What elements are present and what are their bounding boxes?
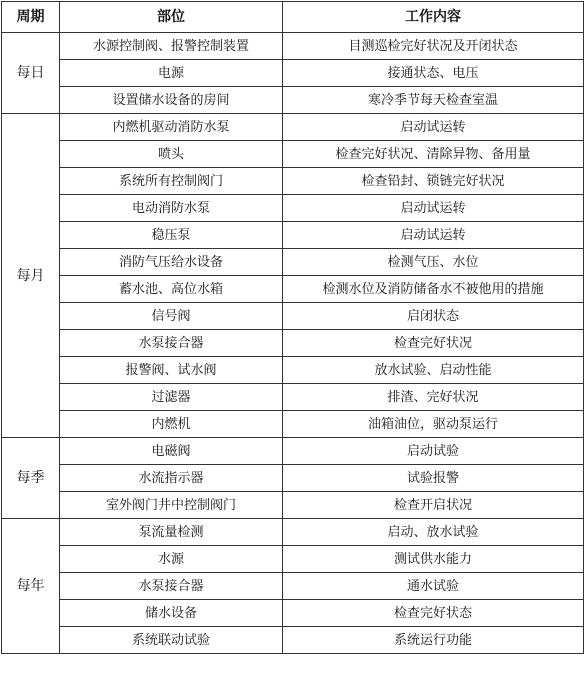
content-cell: 检测水位及消防储备水不被他用的措施 <box>283 276 584 303</box>
header-row <box>2 2 584 33</box>
table-row <box>2 303 584 330</box>
part-cell: 泵流量检测 <box>60 519 283 546</box>
table-row <box>2 411 584 438</box>
table-row <box>2 87 584 114</box>
table-row <box>2 573 584 600</box>
content-cell: 检查完好状况、清除异物、备用量 <box>283 141 584 168</box>
header-part: 部位 <box>60 2 283 33</box>
part-cell: 电磁阀 <box>60 438 283 465</box>
part-cell: 设置储水设备的房间 <box>60 87 283 114</box>
part-cell: 电源 <box>60 60 283 87</box>
content-cell: 系统运行功能 <box>283 627 584 654</box>
table-row <box>2 600 584 627</box>
table-row <box>2 249 584 276</box>
part-cell: 电动消防水泵 <box>60 195 283 222</box>
content-cell: 启动试运转 <box>283 222 584 249</box>
table-row <box>2 330 584 357</box>
part-cell: 消防气压给水设备 <box>60 249 283 276</box>
table-row <box>2 33 584 60</box>
content-cell: 通水试验 <box>283 573 584 600</box>
content-cell: 检查开启状况 <box>283 492 584 519</box>
content-cell: 检查完好状况 <box>283 330 584 357</box>
header-period: 周期 <box>2 2 60 33</box>
table-row <box>2 546 584 573</box>
part-cell: 室外阀门井中控制阀门 <box>60 492 283 519</box>
table-row <box>2 627 584 654</box>
part-cell: 水流指示器 <box>60 465 283 492</box>
part-cell: 系统所有控制阀门 <box>60 168 283 195</box>
table-row <box>2 60 584 87</box>
part-cell: 水泵接合器 <box>60 573 283 600</box>
table-row <box>2 357 584 384</box>
content-cell: 接通状态、电压 <box>283 60 584 87</box>
part-cell: 内燃机驱动消防水泵 <box>60 114 283 141</box>
table-row <box>2 519 584 546</box>
content-cell: 启动试运转 <box>283 114 584 141</box>
part-cell: 过滤器 <box>60 384 283 411</box>
table-row <box>2 465 584 492</box>
part-cell: 信号阀 <box>60 303 283 330</box>
table-row <box>2 276 584 303</box>
period-cell: 每日 <box>2 33 60 114</box>
part-cell: 水源控制阀、报警控制装置 <box>60 33 283 60</box>
content-cell: 测试供水能力 <box>283 546 584 573</box>
table-row <box>2 492 584 519</box>
table-row <box>2 141 584 168</box>
content-cell: 试验报警 <box>283 465 584 492</box>
part-cell: 储水设备 <box>60 600 283 627</box>
part-cell: 稳压泵 <box>60 222 283 249</box>
period-cell: 每月 <box>2 114 60 438</box>
content-cell: 启动、放水试验 <box>283 519 584 546</box>
content-cell: 启闭状态 <box>283 303 584 330</box>
part-cell: 水源 <box>60 546 283 573</box>
content-cell: 放水试验、启动性能 <box>283 357 584 384</box>
table-row <box>2 384 584 411</box>
header-content: 工作内容 <box>283 2 584 33</box>
part-cell: 系统联动试验 <box>60 627 283 654</box>
table-row <box>2 195 584 222</box>
table-row <box>2 114 584 141</box>
part-cell: 喷头 <box>60 141 283 168</box>
content-cell: 检测气压、水位 <box>283 249 584 276</box>
content-cell: 启动试运转 <box>283 195 584 222</box>
content-cell: 目测巡检完好状况及开闭状态 <box>283 33 584 60</box>
maintenance-table <box>1 1 584 654</box>
part-cell: 蓄水池、高位水箱 <box>60 276 283 303</box>
content-cell: 检查铅封、锁链完好状况 <box>283 168 584 195</box>
period-cell: 每季 <box>2 438 60 519</box>
part-cell: 水泵接合器 <box>60 330 283 357</box>
table-row <box>2 222 584 249</box>
content-cell: 启动试验 <box>283 438 584 465</box>
period-cell: 每年 <box>2 519 60 654</box>
content-cell: 排渣、完好状况 <box>283 384 584 411</box>
table-row <box>2 168 584 195</box>
content-cell: 寒冷季节每天检查室温 <box>283 87 584 114</box>
part-cell: 报警阀、试水阀 <box>60 357 283 384</box>
content-cell: 油箱油位，驱动泵运行 <box>283 411 584 438</box>
content-cell: 检查完好状态 <box>283 600 584 627</box>
part-cell: 内燃机 <box>60 411 283 438</box>
table-row <box>2 438 584 465</box>
